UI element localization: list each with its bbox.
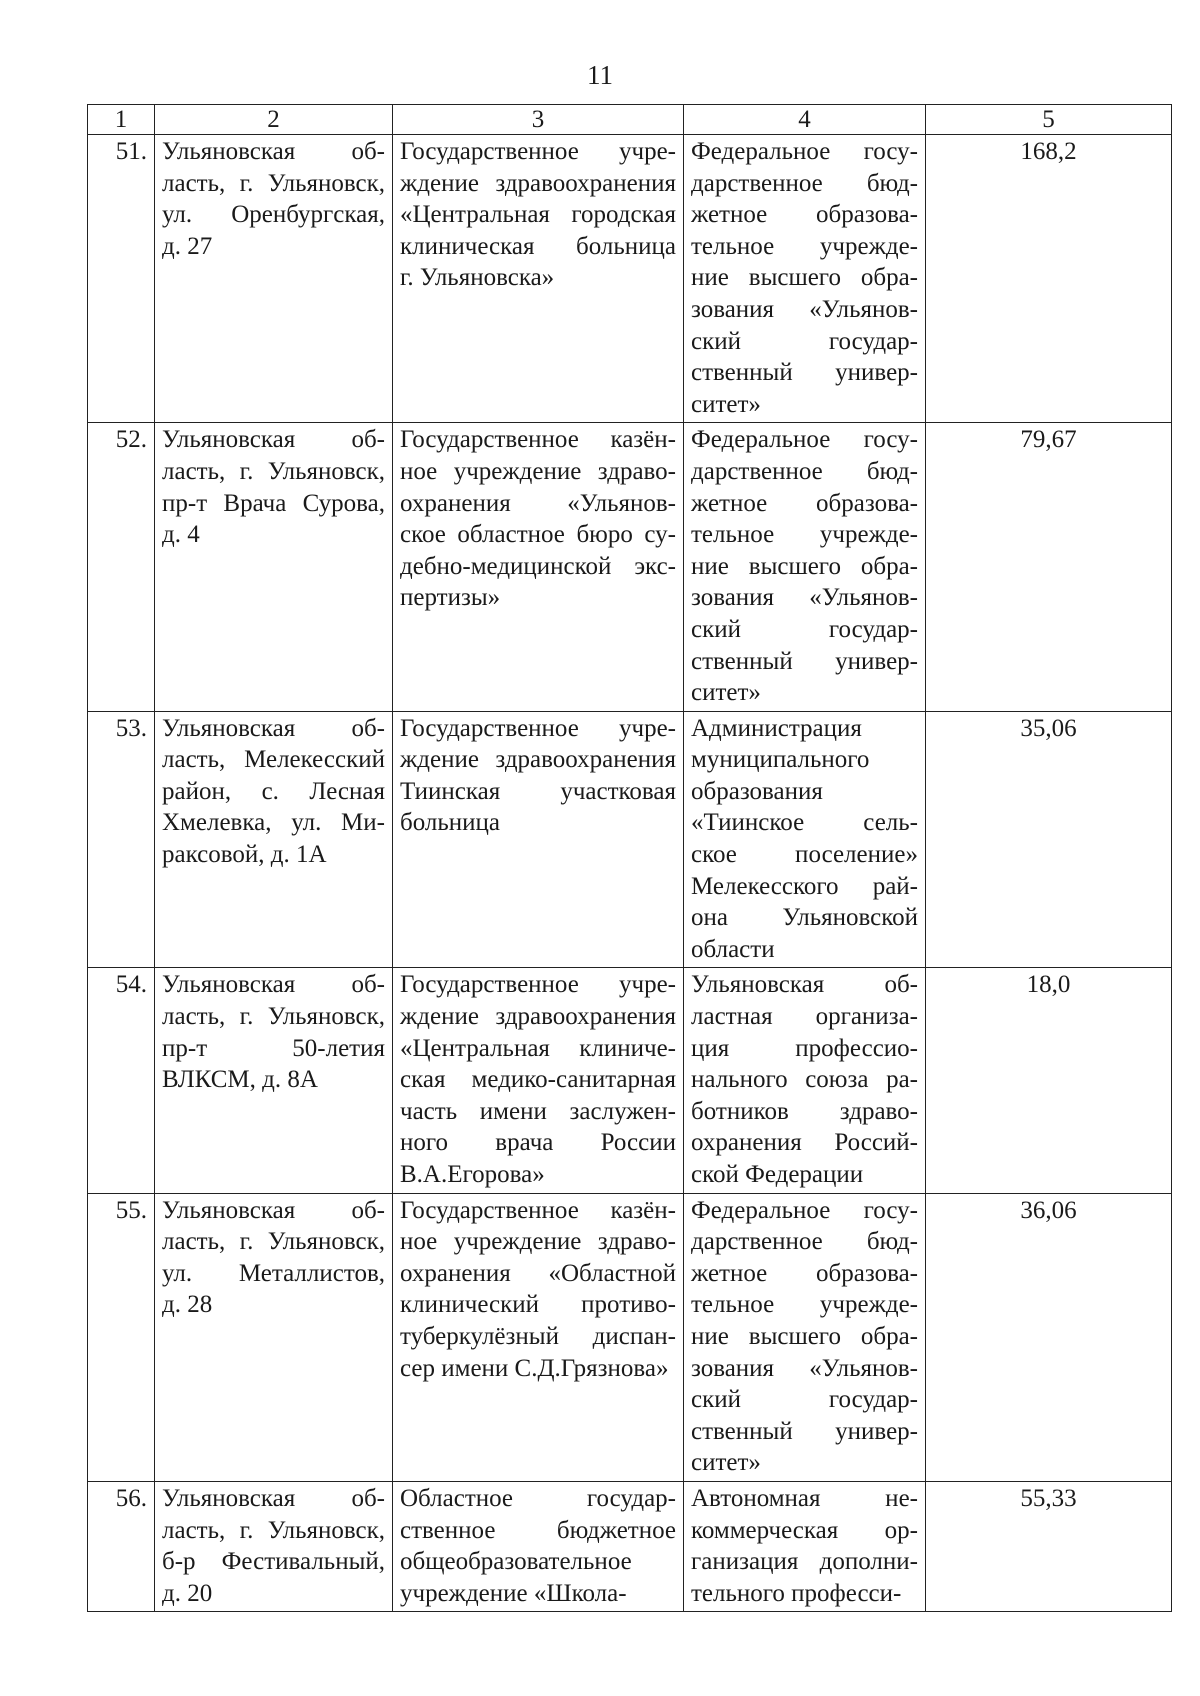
address-line: ВЛКСМ, д. 8А bbox=[162, 1066, 318, 1094]
institution-cell bbox=[393, 968, 684, 1193]
area-value: 35,06 bbox=[926, 711, 1172, 968]
owner-line: зования «Ульянов- bbox=[691, 1354, 918, 1382]
row-number: 52. bbox=[88, 423, 155, 711]
owner-line: «Тиинское сель- bbox=[691, 809, 918, 837]
institution-line: ская медико-санитарная bbox=[400, 1066, 676, 1094]
table-row bbox=[88, 1193, 1172, 1481]
owner-line: дарственное бюд- bbox=[691, 169, 918, 197]
address-cell bbox=[155, 968, 393, 1193]
address-line: Ульяновская об- bbox=[162, 971, 385, 999]
address-line: Ульяновская об- bbox=[162, 1484, 385, 1512]
address-cell bbox=[155, 1481, 393, 1611]
owner-line: ция профессио- bbox=[691, 1034, 918, 1062]
row-number: 51. bbox=[88, 135, 155, 423]
address-line: ласть, Мелекесский bbox=[162, 746, 385, 774]
owner-line: ский государ- bbox=[691, 327, 918, 355]
owner-line: Мелекесского рай- bbox=[691, 872, 918, 900]
owner-line: она Ульяновской bbox=[691, 904, 918, 932]
address-line: Ульяновская об- bbox=[162, 1196, 385, 1224]
row-number: 53. bbox=[88, 711, 155, 968]
header-col-4: 4 bbox=[684, 105, 926, 135]
address-line: д. 28 bbox=[162, 1291, 213, 1319]
property-table bbox=[87, 104, 1172, 1612]
institution-line: общеобразовательное bbox=[400, 1548, 632, 1576]
owner-line: ластная организа- bbox=[691, 1003, 918, 1031]
owner-line: ский государ- bbox=[691, 615, 918, 643]
institution-line: ное учреждение здраво- bbox=[400, 457, 676, 485]
owner-line: области bbox=[691, 935, 775, 963]
owner-line: образования bbox=[691, 777, 823, 805]
institution-line: больница bbox=[400, 809, 500, 837]
row-number: 54. bbox=[88, 968, 155, 1193]
area-value: 36,06 bbox=[926, 1193, 1172, 1481]
address-line: Ульяновская об- bbox=[162, 138, 385, 165]
institution-line: «Центральная городская bbox=[400, 201, 676, 229]
owner-line: Федеральное госу- bbox=[691, 138, 918, 165]
owner-line: зования «Ульянов- bbox=[691, 295, 918, 323]
institution-line: охранения «Ульянов- bbox=[400, 489, 676, 517]
address-cell bbox=[155, 423, 393, 711]
address-line: б-р Фестивальный, bbox=[162, 1548, 385, 1576]
table-row bbox=[88, 1481, 1172, 1611]
institution-line: Тиинская участковая bbox=[400, 777, 676, 805]
header-col-1: 1 bbox=[88, 105, 155, 135]
institution-line: ного врача России bbox=[400, 1129, 676, 1157]
address-cell bbox=[155, 711, 393, 968]
address-cell bbox=[155, 1193, 393, 1481]
owner-line: нального союза ра- bbox=[691, 1066, 918, 1094]
address-line: ласть, г. Ульяновск, bbox=[162, 1516, 385, 1544]
page-number: 11 bbox=[587, 60, 613, 90]
institution-cell bbox=[393, 423, 684, 711]
header-col-2: 2 bbox=[155, 105, 393, 135]
institution-line: клинический противо- bbox=[400, 1291, 676, 1319]
address-line: район, с. Лесная bbox=[162, 777, 385, 805]
owner-cell bbox=[684, 1481, 926, 1611]
owner-line: муниципального bbox=[691, 746, 870, 774]
institution-line: г. Ульяновска» bbox=[400, 264, 555, 292]
institution-line: Областное государ- bbox=[400, 1484, 676, 1512]
institution-line: учреждение «Школа- bbox=[400, 1579, 627, 1607]
owner-line: охранения Россий- bbox=[691, 1129, 918, 1157]
owner-line: дарственное бюд- bbox=[691, 457, 918, 485]
owner-line: Автономная не- bbox=[691, 1484, 918, 1512]
institution-line: В.А.Егорова» bbox=[400, 1161, 545, 1188]
address-line: ласть, г. Ульяновск, bbox=[162, 1228, 385, 1256]
owner-line: жетное образова- bbox=[691, 489, 918, 517]
institution-line: пертизы» bbox=[400, 584, 501, 612]
institution-line: дебно-медицинской экс- bbox=[400, 552, 676, 580]
institution-cell bbox=[393, 135, 684, 423]
owner-cell bbox=[684, 135, 926, 423]
row-number: 55. bbox=[88, 1193, 155, 1481]
address-line: ул. Металлистов, bbox=[162, 1259, 385, 1287]
owner-line: тельное учрежде- bbox=[691, 232, 918, 260]
address-line: ул. Оренбургская, bbox=[162, 201, 385, 229]
owner-line: ский государ- bbox=[691, 1386, 918, 1414]
institution-line: ное учреждение здраво- bbox=[400, 1228, 676, 1256]
owner-line: коммерческая ор- bbox=[691, 1516, 918, 1544]
owner-line: Ульяновская об- bbox=[691, 971, 918, 999]
owner-line: ние высшего обра- bbox=[691, 1322, 918, 1350]
header-row bbox=[88, 105, 1172, 135]
row-number: 56. bbox=[88, 1481, 155, 1611]
address-line: пр-т 50-летия bbox=[162, 1034, 385, 1062]
owner-cell bbox=[684, 968, 926, 1193]
owner-line: тельное учрежде- bbox=[691, 1291, 918, 1319]
owner-line: ственный универ- bbox=[691, 359, 918, 387]
institution-cell bbox=[393, 1481, 684, 1611]
table-row bbox=[88, 968, 1172, 1193]
owner-line: ственный универ- bbox=[691, 1417, 918, 1445]
institution-line: ждение здравоохранения bbox=[400, 169, 676, 197]
institution-line: ждение здравоохранения bbox=[400, 746, 676, 774]
institution-line: Государственное учре- bbox=[400, 138, 676, 165]
owner-line: ственный универ- bbox=[691, 647, 918, 675]
header-col-5: 5 bbox=[926, 105, 1172, 135]
institution-line: ственное бюджетное bbox=[400, 1516, 676, 1544]
institution-line: Государственное учре- bbox=[400, 971, 676, 999]
institution-line: ждение здравоохранения bbox=[400, 1003, 676, 1031]
table-row bbox=[88, 423, 1172, 711]
address-line: ласть, г. Ульяновск, bbox=[162, 457, 385, 485]
owner-line: тельного професси- bbox=[691, 1579, 902, 1607]
header-col-3: 3 bbox=[393, 105, 684, 135]
owner-line: ситет» bbox=[691, 390, 761, 418]
table-body bbox=[88, 135, 1172, 1612]
address-cell bbox=[155, 135, 393, 423]
owner-cell bbox=[684, 711, 926, 968]
owner-line: ганизация дополни- bbox=[691, 1548, 918, 1576]
table-row bbox=[88, 135, 1172, 423]
institution-line: сер имени С.Д.Грязнова» bbox=[400, 1354, 669, 1382]
owner-line: жетное образова- bbox=[691, 201, 918, 229]
address-line: ласть, г. Ульяновск, bbox=[162, 169, 385, 197]
address-line: пр-т Врача Сурова, bbox=[162, 489, 385, 517]
address-line: д. 27 bbox=[162, 232, 213, 260]
owner-cell bbox=[684, 423, 926, 711]
owner-line: ское поселение» bbox=[691, 841, 918, 869]
address-line: д. 20 bbox=[162, 1579, 213, 1607]
institution-line: Государственное казён- bbox=[400, 426, 676, 454]
institution-line: часть имени заслужен- bbox=[400, 1097, 676, 1125]
owner-cell bbox=[684, 1193, 926, 1481]
area-value: 18,0 bbox=[926, 968, 1172, 1193]
address-line: д. 4 bbox=[162, 521, 200, 549]
owner-line: ситет» bbox=[691, 1449, 761, 1477]
owner-line: Федеральное госу- bbox=[691, 426, 918, 454]
address-line: Ульяновская об- bbox=[162, 426, 385, 454]
area-value: 168,2 bbox=[926, 135, 1172, 423]
owner-line: жетное образова- bbox=[691, 1259, 918, 1287]
institution-line: «Центральная клиниче- bbox=[400, 1034, 676, 1062]
owner-line: Администрация bbox=[691, 714, 862, 742]
owner-line: ботников здраво- bbox=[691, 1097, 918, 1125]
table-row bbox=[88, 711, 1172, 968]
institution-line: ское областное бюро су- bbox=[400, 521, 676, 549]
owner-line: ние высшего обра- bbox=[691, 552, 918, 580]
owner-line: ситет» bbox=[691, 679, 761, 707]
institution-line: охранения «Областной bbox=[400, 1259, 676, 1287]
institution-cell bbox=[393, 1193, 684, 1481]
institution-line: Государственное казён- bbox=[400, 1196, 676, 1224]
area-value: 55,33 bbox=[926, 1481, 1172, 1611]
institution-line: Государственное учре- bbox=[400, 714, 676, 742]
address-line: Ульяновская об- bbox=[162, 714, 385, 742]
address-line: ласть, г. Ульяновск, bbox=[162, 1003, 385, 1031]
institution-cell bbox=[393, 711, 684, 968]
owner-line: зования «Ульянов- bbox=[691, 584, 918, 612]
owner-line: Федеральное госу- bbox=[691, 1196, 918, 1224]
address-line: Хмелевка, ул. Ми- bbox=[162, 809, 385, 837]
institution-line: туберкулёзный диспан- bbox=[400, 1322, 676, 1350]
owner-line: тельное учрежде- bbox=[691, 521, 918, 549]
address-line: раксовой, д. 1А bbox=[162, 841, 327, 869]
owner-line: ской Федерации bbox=[691, 1161, 864, 1188]
owner-line: ние высшего обра- bbox=[691, 264, 918, 292]
owner-line: дарственное бюд- bbox=[691, 1228, 918, 1256]
area-value: 79,67 bbox=[926, 423, 1172, 711]
institution-line: клиническая больница bbox=[400, 232, 676, 260]
